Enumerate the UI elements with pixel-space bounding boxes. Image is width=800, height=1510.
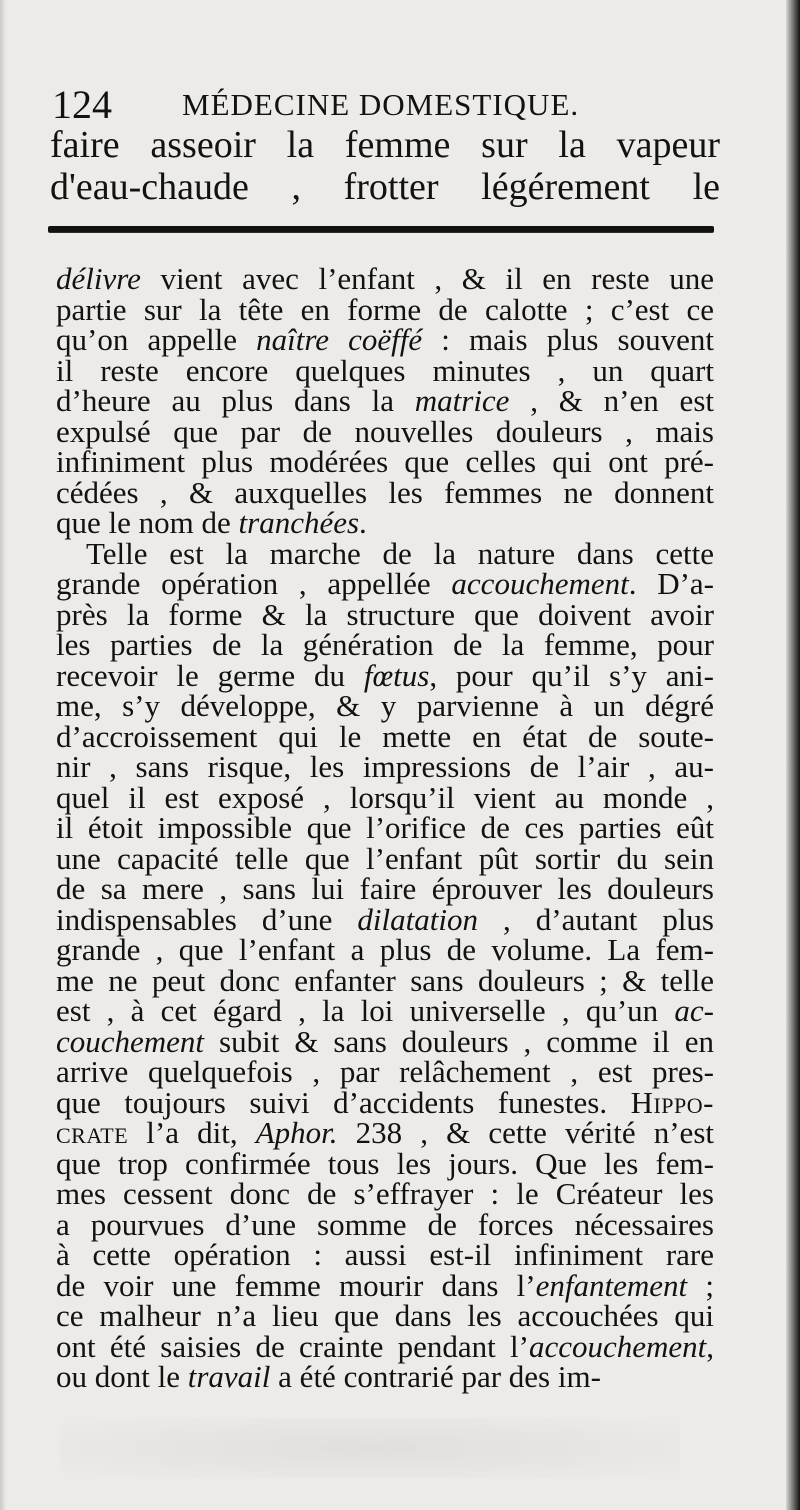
- text-segment: qu’on appelle: [56, 322, 257, 357]
- text-segment: ,: [706, 1328, 714, 1364]
- text-line: [56, 1298, 714, 1333]
- text-segment: que trop confirmée tous les jours. Que les fem-: [56, 1145, 714, 1181]
- text-segment: ou dont le: [56, 1359, 188, 1394]
- text-line: [56, 474, 714, 510]
- book-gutter-shadow: [786, 0, 800, 1510]
- italic-term: naître coëffé: [256, 322, 423, 357]
- body-text: [56, 261, 715, 1394]
- text-segment: vient avec l’enfant , & il en reste une: [140, 261, 714, 296]
- ink-smudge: [60, 1418, 680, 1478]
- text-segment: nir , sans risque, les impressions de l’air , au-: [56, 749, 714, 784]
- text-segment: infiniment plus modérées que celles qui ont pré-: [56, 444, 714, 479]
- text-line: [56, 810, 714, 845]
- text-segment: .: [359, 505, 367, 540]
- text-line: [56, 1328, 714, 1364]
- text-line: [56, 261, 714, 296]
- italic-term: ac-: [674, 993, 714, 1028]
- text-line: [56, 901, 714, 937]
- text-segment: , d’autant plus: [477, 901, 714, 937]
- page-number: 124: [52, 82, 112, 127]
- text-segment: 238 , & cette vérité n’est: [337, 1115, 714, 1150]
- text-line: [56, 779, 714, 815]
- text-segment: ont été saisies de crainte pendant l’: [56, 1328, 529, 1364]
- text-segment: une capacité telle que l’enfant pût sortir du sein: [56, 840, 714, 876]
- text-line: [56, 322, 714, 357]
- italic-term: Aphor.: [255, 1115, 338, 1150]
- text-line: [56, 596, 714, 632]
- text-segment: il étoit impossible que l’orifice de ces parties eût: [56, 810, 714, 845]
- text-segment: : mais plus souvent: [422, 322, 714, 357]
- text-line: [56, 1237, 714, 1272]
- text-line: [56, 1267, 714, 1303]
- italic-term: dilatation: [357, 901, 478, 937]
- italic-term: accouchement: [528, 1328, 707, 1364]
- italic-term: travail: [187, 1359, 271, 1394]
- text-line: [56, 840, 714, 876]
- text-segment: , & n’en est: [509, 383, 714, 418]
- text-line: [56, 352, 714, 388]
- text-segment: a été contrarié par des im-: [270, 1359, 601, 1394]
- text-segment: grande , que l’enfant a plus de volume. La fem-: [56, 932, 714, 967]
- text-line: [56, 1115, 714, 1150]
- text-line: [56, 291, 714, 327]
- text-segment: indispensables d’une: [56, 901, 358, 937]
- italic-term: couchement: [56, 1023, 205, 1059]
- text-segment: subit & sans douleurs , comme il en: [204, 1023, 714, 1059]
- text-segment: mes cessent donc de s’effrayer : le Créateur les: [56, 1176, 714, 1211]
- header-rule: [48, 226, 714, 232]
- text-line: [56, 383, 714, 418]
- text-segment: recevoir le germe du: [56, 657, 364, 693]
- text-segment: me ne peut donc enfanter sans douleurs ; & telle: [56, 962, 714, 998]
- text-segment: arrive quelquefois , par relâchement , est pres-: [56, 1054, 714, 1089]
- text-line: [56, 566, 715, 601]
- text-segment: expulsé que par de nouvelles douleurs , mais: [56, 413, 714, 449]
- text-line: [56, 993, 714, 1028]
- text-line: [56, 1084, 714, 1120]
- text-segment: ;: [687, 1267, 714, 1303]
- italic-term: matrice: [414, 383, 510, 418]
- text-line: [56, 1206, 714, 1242]
- text-segment: que le nom de: [56, 505, 239, 540]
- text-segment: ce malheur n’a lieu que dans les accouchées qui: [56, 1298, 714, 1333]
- text-segment: d’accroissement qui le mette en état de soute-: [56, 718, 714, 754]
- text-segment: Telle est la marche de la nature dans cette: [86, 535, 714, 571]
- running-title: MÉDECINE DOMESTIQUE.: [182, 87, 580, 122]
- text-segment: que toujours suivi d’accidents funestes.: [56, 1084, 631, 1120]
- text-line: [56, 1359, 714, 1394]
- text-segment: à cette opération : aussi est-il infiniment rare: [56, 1237, 714, 1272]
- text-line: [56, 413, 714, 449]
- text-segment: l’a dit,: [128, 1115, 256, 1150]
- text-line: [56, 718, 714, 754]
- text-line: [56, 871, 714, 906]
- previous-page-line-1: faire asseoir la femme sur la vapeur: [50, 124, 720, 166]
- text-segment: a pourvues d’une somme de forces nécessaires: [56, 1206, 714, 1242]
- text-segment: cédées , & auxquelles les femmes ne donnent: [56, 474, 714, 510]
- text-line: [56, 535, 714, 571]
- text-line: [56, 962, 714, 998]
- previous-page-line-2: d'eau-chaude , frotter légérement le: [50, 166, 720, 208]
- text-segment: est , à cet égard , la loi universelle , qu’un: [56, 993, 675, 1028]
- text-segment: grande opération , appellée: [56, 566, 452, 601]
- text-line: [56, 688, 714, 723]
- text-line: [56, 1023, 714, 1059]
- text-line: [56, 1145, 714, 1181]
- italic-term: accouchement: [451, 566, 629, 601]
- text-segment: partie sur la tête en forme de calotte ; c’est ce: [56, 291, 714, 327]
- text-segment: quel il est exposé , lorsqu’il vient au monde ,: [56, 779, 714, 815]
- page-left-edge: [0, 0, 6, 1510]
- text-line: [56, 505, 714, 540]
- text-line: [56, 1176, 714, 1211]
- text-segment: de voir une femme mourir dans l’: [56, 1267, 536, 1303]
- small-caps-name: Hippo-: [630, 1084, 714, 1120]
- text-line: [56, 932, 714, 967]
- italic-term: délivre: [56, 261, 141, 296]
- text-segment: il reste encore quelques minutes , un quart: [56, 352, 714, 388]
- text-line: [56, 444, 714, 479]
- page-header: [52, 80, 752, 130]
- text-segment: d’heure au plus dans la: [56, 383, 415, 418]
- text-line: [56, 1054, 714, 1089]
- italic-term: fœtus: [363, 657, 430, 693]
- text-line: [56, 627, 714, 662]
- small-caps-name: crate: [56, 1115, 129, 1150]
- text-segment: me, s’y développe, & y parvienne à un dégré: [56, 688, 714, 723]
- italic-term: tranchées: [238, 505, 360, 540]
- text-segment: près la forme & la structure que doivent avoir: [56, 596, 714, 632]
- text-segment: les parties de la génération de la femme, pour: [56, 627, 714, 662]
- text-line: [56, 749, 714, 784]
- italic-term: enfantement: [535, 1267, 688, 1303]
- text-segment: . D’a-: [628, 566, 715, 601]
- text-line: [56, 657, 714, 693]
- text-segment: de sa mere , sans lui faire éprouver les douleurs: [56, 871, 714, 906]
- text-segment: , pour qu’il s’y ani-: [429, 657, 714, 693]
